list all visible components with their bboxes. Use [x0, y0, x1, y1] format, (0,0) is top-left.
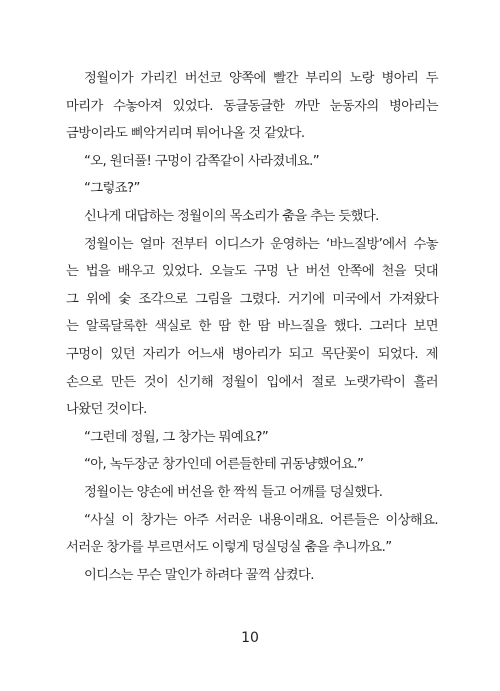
text-line: 금방이라도 삐악거리며 튀어나올 것 같았다. [66, 126, 305, 142]
text-line: 는 법을 배우고 있었다. 오늘도 구멍 난 버선 안쪽에 천을 덧대 [66, 264, 438, 280]
body-text [66, 65, 438, 589]
text-line: “사실 이 창가는 아주 서러운 내용이래요. 어른들은 이상해요. [84, 512, 438, 528]
text-line: 서러운 창가를 부르면서도 이렇게 덩실덩실 춤을 추니까요.” [66, 540, 392, 556]
text-line: 마리가 수놓아져 있었다. 동글동글한 까만 눈동자의 병아리는 [66, 98, 438, 114]
text-line: 정월이는 얼마 전부터 이디스가 운영하는 ‘바느질방’에서 수놓 [84, 236, 438, 252]
text-line: “그런데 정월, 그 창가는 뭐예요?” [84, 429, 269, 445]
text-line: 구멍이 있던 자리가 어느새 병아리가 되고 목단꽃이 되었다. 제 [66, 346, 438, 362]
text-line: “아, 녹두장군 창가인데 어른들한테 귀동냥했어요.” [84, 457, 364, 473]
text-line: 신나게 대답하는 정월이의 목소리가 춤을 추는 듯했다. [84, 208, 379, 224]
text-line: 이디스는 무슨 말인가 하려다 꿀꺽 삼켰다. [84, 567, 314, 583]
text-line: 나왔던 것이다. [66, 402, 147, 418]
text-line: 는 알록달록한 색실로 한 땀 한 땀 바느질을 했다. 그러다 보면 [66, 319, 438, 335]
text-line: 그 위에 숯 조각으로 그림을 그렸다. 거기에 미국에서 가져왔다 [66, 291, 438, 307]
page-number: 10 [241, 630, 259, 646]
text-line: 정월이가 가리킨 버선코 양쪽에 빨간 부리의 노랑 병아리 두 [84, 71, 438, 86]
text-line: “그렇죠?” [84, 181, 140, 197]
text-line: “오, 원더풀! 구멍이 감쪽같이 사라졌네요.” [84, 153, 319, 169]
text-line: 정월이는 양손에 버선을 한 짝씩 들고 어깨를 덩실했다. [84, 484, 383, 500]
text-line: 손으로 만든 것이 신기해 정월이 입에서 절로 노랫가락이 흘러 [66, 374, 438, 390]
